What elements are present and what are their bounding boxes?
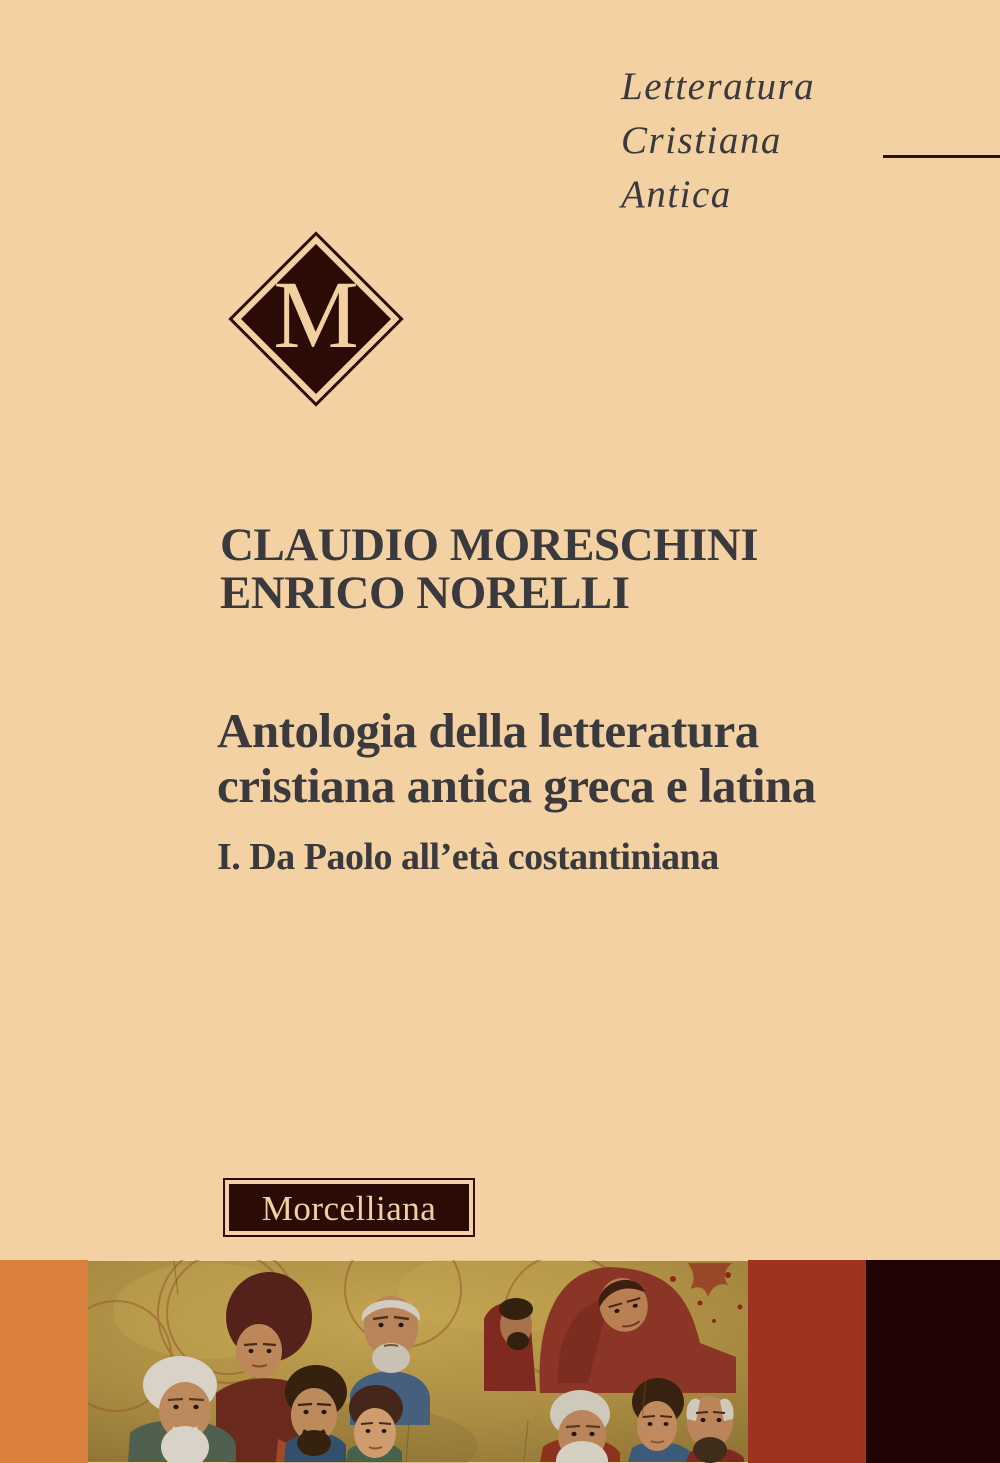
strip-dark <box>866 1260 1000 1463</box>
series-line-2: Cristiana <box>621 119 782 162</box>
apostles-artwork-image <box>88 1260 748 1463</box>
book-title-line-2: cristiana antica greca e latina <box>217 758 816 813</box>
footer-strip <box>0 1260 1000 1463</box>
publisher-logo <box>223 1178 475 1237</box>
morcelliana-monogram-logo <box>224 227 408 411</box>
series-rule-divider <box>883 155 1000 158</box>
publisher-name: Morcelliana <box>261 1189 437 1228</box>
strip-orange <box>0 1260 88 1463</box>
series-title <box>621 60 815 222</box>
book-title <box>217 703 816 813</box>
author-name-1: CLAUDIO MORESCHINI <box>220 519 759 571</box>
m-monogram-icon: M <box>273 261 359 369</box>
author-names <box>220 521 758 617</box>
series-line-3: Antica <box>621 173 732 216</box>
publisher-logo-plate <box>229 1184 469 1231</box>
series-line-1: Letteratura <box>621 65 816 108</box>
book-title-line-1: Antologia della letteratura <box>217 703 759 758</box>
strip-red <box>748 1260 866 1463</box>
book-subtitle: I. Da Paolo all’età costantiniana <box>217 836 719 878</box>
author-name-2: ENRICO NORELLI <box>220 567 630 619</box>
